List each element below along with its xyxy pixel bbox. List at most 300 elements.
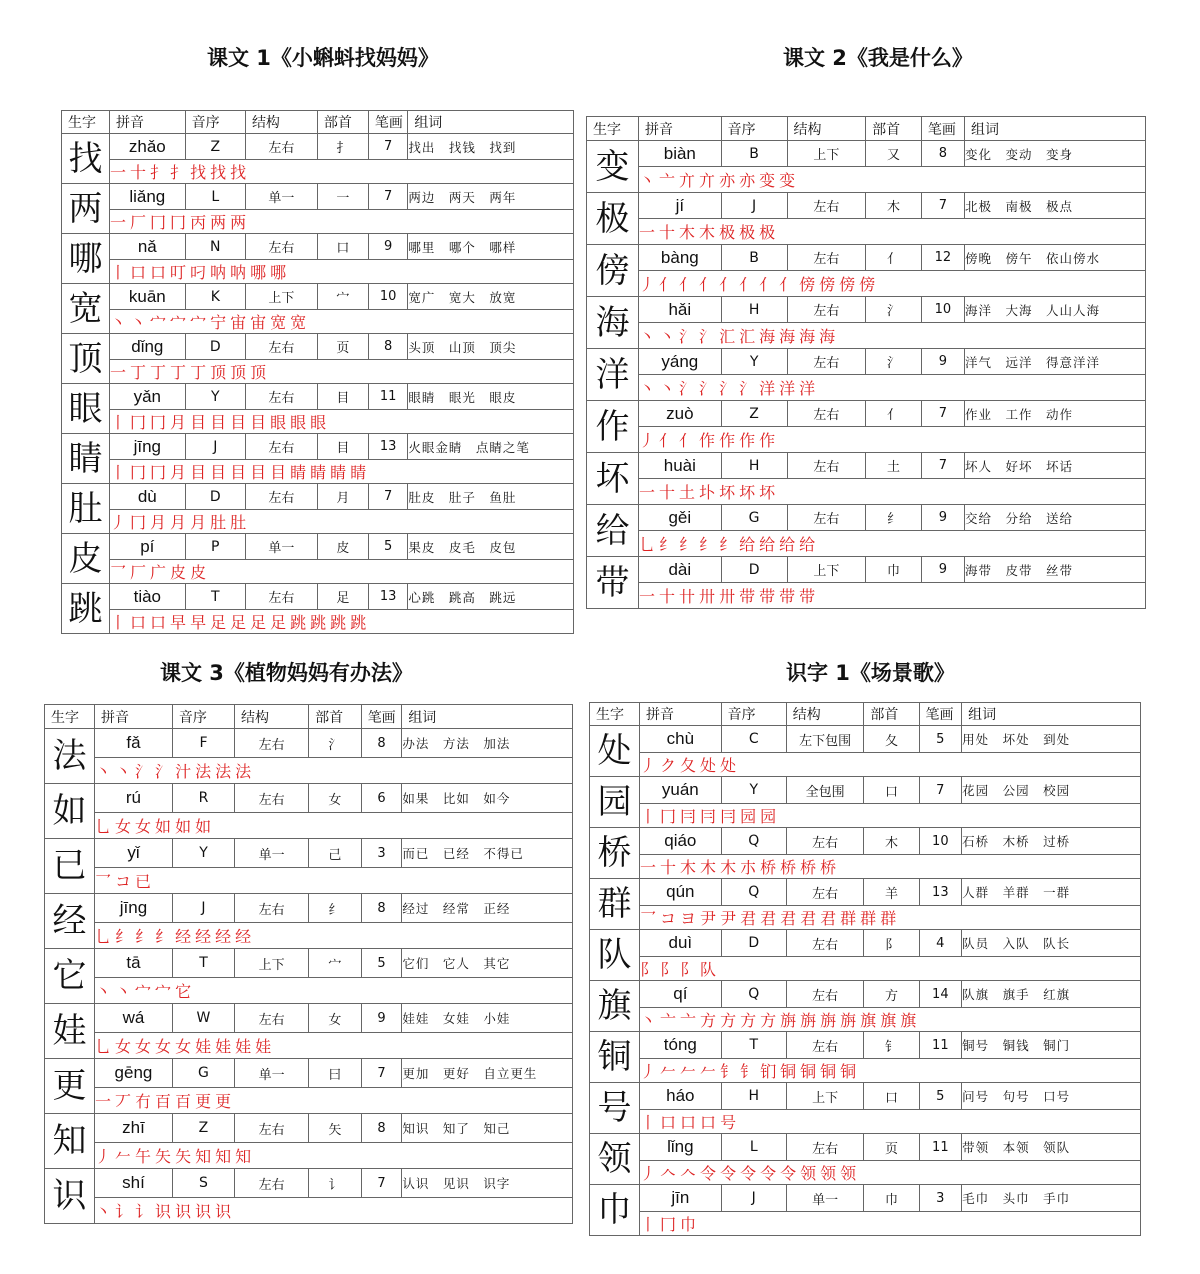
stroke-step (640, 1011, 657, 1030)
stroke-glyph: 一 (639, 483, 657, 502)
stroke-step (195, 1037, 212, 1056)
stroke-step (820, 909, 837, 928)
stroke-step (190, 313, 207, 332)
stroke-step (699, 587, 716, 606)
stroke-step (639, 483, 656, 502)
stroke-order-row (590, 1008, 1141, 1032)
structure: 左右 (235, 1169, 309, 1198)
stroke-step (739, 327, 756, 346)
stroke-glyph: 一 (639, 587, 657, 606)
initial-letter: C (721, 726, 786, 753)
stroke-step (759, 275, 776, 294)
pinyin: huài (639, 453, 722, 479)
stroke-glyph: 木 (720, 858, 738, 877)
character-table (44, 704, 573, 1224)
header-row (45, 705, 573, 729)
stroke-glyph: 十 (130, 163, 148, 182)
stroke-step (699, 171, 716, 190)
stroke-order (110, 210, 574, 234)
stroke-step (215, 762, 232, 781)
stroke-count: 7 (921, 453, 964, 479)
stroke-glyph: 亻 (659, 431, 677, 450)
radical: 页 (864, 1134, 919, 1161)
stroke-step (799, 535, 816, 554)
stroke-step (250, 613, 267, 632)
stroke-glyph: 娃 (215, 1037, 233, 1056)
stroke-glyph: 经 (235, 927, 253, 946)
stroke-glyph: 丶 (639, 327, 657, 346)
stroke-step (135, 817, 152, 836)
character: 坏 (587, 453, 639, 505)
stroke-glyph: 法 (195, 762, 213, 781)
table-row (45, 839, 573, 868)
pinyin: jīng (95, 894, 173, 923)
structure: 左右 (787, 505, 866, 531)
stroke-step (800, 1062, 817, 1081)
stroke-order (639, 375, 1146, 401)
table-row (587, 453, 1146, 479)
stroke-glyph: 亣 (699, 171, 717, 190)
column-header: 笔画 (368, 111, 407, 134)
stroke-step (110, 463, 127, 482)
stroke-step (130, 613, 147, 632)
stroke-glyph: コ (115, 872, 133, 891)
pinyin: gēng (95, 1059, 173, 1088)
stroke-count: 8 (361, 1114, 402, 1143)
radical: 氵 (309, 729, 362, 758)
pinyin: dǐng (110, 334, 186, 360)
stroke-order (110, 360, 574, 384)
stroke-step (110, 413, 127, 432)
stroke-glyph: 作 (699, 431, 717, 450)
stroke-glyph: 傍 (799, 275, 817, 294)
stroke-step (839, 275, 856, 294)
character-table (589, 702, 1141, 1236)
stroke-step (679, 431, 696, 450)
stroke-step (639, 223, 656, 242)
stroke-step (190, 213, 207, 232)
stroke-step (660, 1113, 677, 1132)
stroke-step (759, 431, 776, 450)
word-examples: 作业 工作 动作 (964, 401, 1145, 427)
column-header: 组词 (964, 117, 1145, 141)
stroke-step (130, 163, 147, 182)
stroke-step (759, 587, 776, 606)
stroke-step (215, 1202, 232, 1221)
table-row (45, 729, 573, 758)
radical: 讠 (309, 1169, 362, 1198)
character: 已 (45, 839, 95, 894)
stroke-order-row (45, 1198, 573, 1224)
stroke-step (115, 1147, 132, 1166)
pinyin: tóng (640, 1032, 722, 1059)
stroke-count: 9 (368, 234, 407, 260)
stroke-glyph: 女 (135, 1037, 153, 1056)
stroke-step (720, 858, 737, 877)
stroke-glyph: 睛 (310, 463, 328, 482)
stroke-step (175, 1202, 192, 1221)
lesson-title: 课文 1《小蝌蚪找妈妈》 (207, 46, 439, 70)
stroke-step (639, 535, 656, 554)
table-row (587, 401, 1146, 427)
stroke-step (130, 563, 147, 582)
stroke-glyph: 丿 (639, 275, 657, 294)
structure: 左右 (245, 334, 317, 360)
stroke-glyph: 一 (110, 213, 128, 232)
stroke-step (150, 513, 167, 532)
stroke-glyph: 亦 (719, 171, 737, 190)
stroke-glyph: 令 (760, 1164, 778, 1183)
stroke-glyph: 宙 (250, 313, 268, 332)
stroke-glyph: 它 (175, 982, 193, 1001)
stroke-step (135, 762, 152, 781)
stroke-glyph: 宙 (230, 313, 248, 332)
stroke-glyph: 号 (720, 1113, 738, 1132)
stroke-step (95, 1092, 112, 1111)
column-header: 组词 (962, 703, 1141, 726)
stroke-step (170, 163, 187, 182)
stroke-glyph: 午 (135, 1147, 153, 1166)
structure: 左右 (245, 484, 317, 510)
stroke-order-row (62, 560, 574, 584)
initial-letter: Y (172, 839, 234, 868)
pinyin: jīn (640, 1185, 722, 1212)
stroke-glyph: 顶 (250, 363, 268, 382)
character: 园 (590, 777, 640, 828)
stroke-glyph: 傍 (819, 275, 837, 294)
character: 处 (590, 726, 640, 777)
stroke-step (719, 223, 736, 242)
stroke-count: 11 (368, 384, 407, 410)
stroke-step (720, 1113, 737, 1132)
structure: 左右 (235, 729, 309, 758)
stroke-step (150, 563, 167, 582)
stroke-step (719, 587, 736, 606)
stroke-step (639, 431, 656, 450)
stroke-step (115, 982, 132, 1001)
stroke-glyph: 洋 (759, 379, 777, 398)
character: 顶 (62, 334, 110, 384)
stroke-glyph: 作 (739, 431, 757, 450)
stroke-step (170, 463, 187, 482)
stroke-glyph: 群 (860, 909, 878, 928)
stroke-order-row (45, 1088, 573, 1114)
stroke-glyph: 亠 (659, 171, 677, 190)
stroke-order (639, 323, 1146, 349)
stroke-glyph: 口 (130, 613, 148, 632)
pinyin: biàn (639, 141, 722, 167)
radical: 巾 (866, 557, 922, 583)
stroke-glyph: 丶 (659, 327, 677, 346)
stroke-glyph: 扌 (150, 163, 168, 182)
stroke-glyph: 铜 (800, 1062, 818, 1081)
stroke-glyph: 口 (700, 1113, 718, 1132)
stroke-count: 6 (361, 784, 402, 813)
stroke-glyph: 十 (659, 223, 677, 242)
radical: 木 (864, 828, 919, 855)
structure: 左右 (245, 434, 317, 460)
column-header: 组词 (402, 705, 573, 729)
word-examples: 更加 更好 自立更生 (402, 1059, 573, 1088)
stroke-glyph: 丨 (640, 807, 658, 826)
column-header: 音序 (721, 117, 787, 141)
initial-letter: Q (721, 981, 786, 1008)
stroke-glyph: 君 (800, 909, 818, 928)
stroke-glyph: 亻 (739, 275, 757, 294)
character: 极 (587, 193, 639, 245)
stroke-glyph: 纟 (135, 927, 153, 946)
radical: 女 (309, 1004, 362, 1033)
stroke-glyph: 乚 (639, 535, 657, 554)
structure: 左右 (786, 879, 864, 906)
stroke-step (150, 613, 167, 632)
stroke-order-row (45, 758, 573, 784)
stroke-step (115, 762, 132, 781)
column-header: 结构 (787, 117, 866, 141)
initial-letter: H (721, 453, 787, 479)
character: 桥 (590, 828, 640, 879)
word-examples: 知识 知了 知己 (402, 1114, 573, 1143)
stroke-step (759, 223, 776, 242)
stroke-order-row (62, 610, 574, 634)
radical: 目 (317, 384, 368, 410)
stroke-step (210, 163, 227, 182)
column-header: 组词 (408, 111, 574, 134)
word-examples: 毛巾 头巾 手巾 (962, 1185, 1141, 1212)
stroke-glyph: 法 (215, 762, 233, 781)
stroke-step (759, 171, 776, 190)
stroke-step (270, 263, 287, 282)
character: 两 (62, 184, 110, 234)
stroke-glyph: 叮 (170, 263, 188, 282)
stroke-count: 8 (361, 894, 402, 923)
stroke-order (640, 957, 1141, 981)
stroke-glyph: 丶 (110, 313, 128, 332)
stroke-glyph: 冂 (150, 213, 168, 232)
stroke-step (700, 1062, 717, 1081)
pinyin: jīng (110, 434, 186, 460)
stroke-glyph: 丨 (110, 413, 128, 432)
stroke-step (719, 171, 736, 190)
stroke-glyph: 旃 (820, 1011, 838, 1030)
radical: 扌 (317, 134, 368, 160)
word-examples: 心跳 跳高 跳远 (408, 584, 574, 610)
stroke-step (680, 1062, 697, 1081)
stroke-glyph: 百 (155, 1092, 173, 1111)
structure: 单一 (235, 1059, 309, 1088)
stroke-glyph: 亻 (659, 275, 677, 294)
stroke-glyph: 令 (740, 1164, 758, 1183)
stroke-step (170, 413, 187, 432)
pinyin: lǐng (640, 1134, 722, 1161)
stroke-count: 7 (368, 134, 407, 160)
pinyin: zhǎo (110, 134, 186, 160)
stroke-glyph: 女 (115, 817, 133, 836)
stroke-step (210, 313, 227, 332)
word-examples: 火眼金睛 点睛之笔 (408, 434, 574, 460)
table-row (62, 134, 574, 160)
header-row (587, 117, 1146, 141)
stroke-order (640, 906, 1141, 930)
stroke-order-row (587, 479, 1146, 505)
stroke-glyph: 女 (155, 1037, 173, 1056)
stroke-count: 4 (919, 930, 962, 957)
initial-letter: Y (185, 384, 245, 410)
stroke-glyph: 目 (270, 463, 288, 482)
stroke-glyph: 桥 (820, 858, 838, 877)
stroke-glyph: 目 (190, 413, 208, 432)
stroke-order (640, 1161, 1141, 1185)
stroke-step (700, 858, 717, 877)
stroke-glyph: 令 (700, 1164, 718, 1183)
word-examples: 海洋 大海 人山人海 (964, 297, 1145, 323)
stroke-step (759, 379, 776, 398)
stroke-step (310, 613, 327, 632)
lesson-title: 识字 1《场景歌》 (786, 661, 955, 685)
stroke-step (640, 1215, 657, 1234)
stroke-count: 10 (921, 297, 964, 323)
stroke-glyph: 旗 (860, 1011, 878, 1030)
character: 皮 (62, 534, 110, 584)
character: 经 (45, 894, 95, 949)
stroke-glyph: 丁 (150, 363, 168, 382)
stroke-step (155, 817, 172, 836)
column-header: 音序 (185, 111, 245, 134)
initial-letter: K (185, 284, 245, 310)
radical: 页 (317, 334, 368, 360)
stroke-step (155, 927, 172, 946)
column-header: 笔画 (361, 705, 402, 729)
pinyin: tiào (110, 584, 186, 610)
stroke-step (215, 1092, 232, 1111)
stroke-glyph: 识 (175, 1202, 193, 1221)
structure: 左右 (787, 401, 866, 427)
stroke-step (759, 483, 776, 502)
word-examples: 用处 坏处 到处 (962, 726, 1141, 753)
word-examples: 海带 皮带 丝带 (964, 557, 1145, 583)
stroke-step (720, 1011, 737, 1030)
initial-letter: N (185, 234, 245, 260)
pinyin: zuò (639, 401, 722, 427)
stroke-order (639, 427, 1146, 453)
character: 它 (45, 949, 95, 1004)
table-row (62, 184, 574, 210)
table-row (45, 1059, 573, 1088)
stroke-glyph: 丶 (639, 379, 657, 398)
initial-letter: L (185, 184, 245, 210)
stroke-count: 11 (919, 1134, 962, 1161)
stroke-order (110, 610, 574, 634)
stroke-step (680, 1113, 697, 1132)
structure: 单一 (786, 1185, 864, 1212)
stroke-glyph: 如 (175, 817, 193, 836)
stroke-glyph: 经 (175, 927, 193, 946)
stroke-step (660, 756, 677, 775)
table-row (590, 828, 1141, 855)
stroke-step (350, 463, 367, 482)
word-examples: 人群 羊群 一群 (962, 879, 1141, 906)
stroke-order (95, 923, 573, 949)
stroke-order-row (62, 510, 574, 534)
stroke-glyph: 令 (720, 1164, 738, 1183)
column-header: 部首 (309, 705, 362, 729)
stroke-glyph: 娃 (235, 1037, 253, 1056)
stroke-step (95, 1037, 112, 1056)
stroke-step (95, 1202, 112, 1221)
table-row (62, 284, 574, 310)
stroke-order (640, 855, 1141, 879)
pinyin: duì (640, 930, 722, 957)
stroke-step (195, 1147, 212, 1166)
radical: 一 (317, 184, 368, 210)
pinyin: gěi (639, 505, 722, 531)
stroke-step (720, 756, 737, 775)
stroke-glyph: 海 (819, 327, 837, 346)
table-row (590, 930, 1141, 957)
stroke-glyph: 冂 (660, 807, 678, 826)
stroke-glyph: 氵 (719, 379, 737, 398)
stroke-glyph: 丨 (110, 263, 128, 282)
stroke-step (155, 982, 172, 1001)
stroke-glyph: 厂 (130, 213, 148, 232)
stroke-step (820, 1011, 837, 1030)
stroke-step (679, 535, 696, 554)
radical: 己 (309, 839, 362, 868)
stroke-step (800, 1164, 817, 1183)
initial-letter: J (721, 193, 787, 219)
column-header: 结构 (235, 705, 309, 729)
stroke-step (250, 313, 267, 332)
stroke-step (640, 909, 657, 928)
table-row (62, 334, 574, 360)
stroke-glyph: 宀 (150, 313, 168, 332)
stroke-step (639, 379, 656, 398)
pinyin: wá (95, 1004, 173, 1033)
radical: 方 (864, 981, 919, 1008)
stroke-glyph: 作 (759, 431, 777, 450)
structure: 左右 (787, 193, 866, 219)
stroke-glyph: 早 (170, 613, 188, 632)
character: 作 (587, 401, 639, 453)
stroke-step (640, 1164, 657, 1183)
stroke-glyph: 一 (95, 1092, 113, 1111)
stroke-glyph: 眼 (290, 413, 308, 432)
stroke-glyph: 识 (155, 1202, 173, 1221)
stroke-order-row (587, 323, 1146, 349)
stroke-order-row (62, 360, 574, 384)
stroke-step (110, 163, 127, 182)
stroke-glyph: 目 (250, 463, 268, 482)
stroke-glyph: 纟 (659, 535, 677, 554)
stroke-glyph: 𠆢 (680, 1164, 698, 1183)
stroke-step (95, 927, 112, 946)
stroke-glyph: 给 (739, 535, 757, 554)
stroke-glyph: 带 (779, 587, 797, 606)
stroke-step (659, 275, 676, 294)
stroke-glyph: 已 (135, 872, 153, 891)
stroke-step (195, 817, 212, 836)
stroke-step (660, 1215, 677, 1234)
stroke-glyph: 亠 (680, 1011, 698, 1030)
stroke-glyph: 卅 (719, 587, 737, 606)
stroke-step (115, 817, 132, 836)
stroke-glyph: 十 (659, 483, 677, 502)
initial-letter: W (172, 1004, 234, 1033)
stroke-glyph: 目 (210, 463, 228, 482)
stroke-step (95, 817, 112, 836)
stroke-glyph: 冃 (700, 807, 718, 826)
stroke-count: 5 (919, 726, 962, 753)
